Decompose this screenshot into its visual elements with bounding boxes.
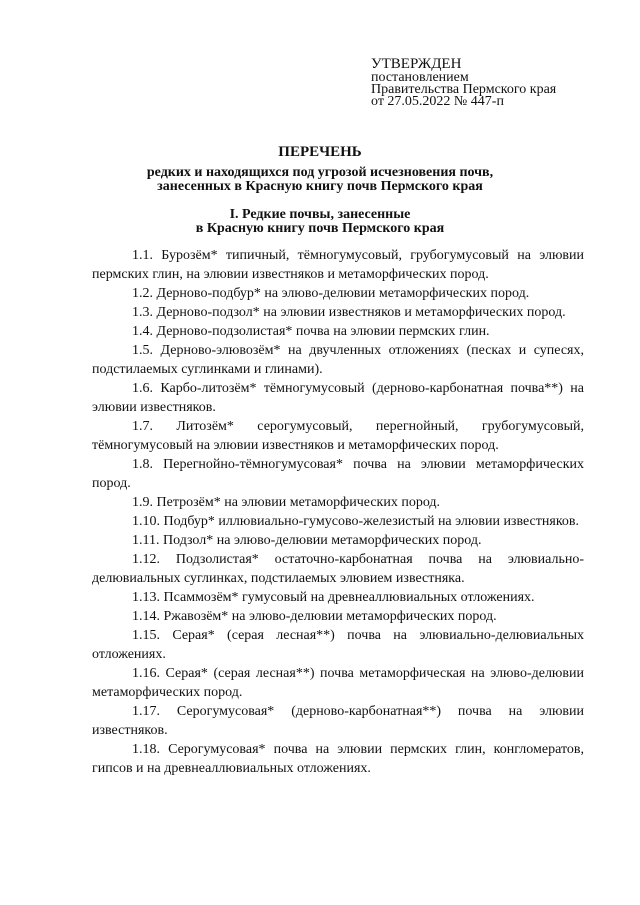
document-title: ПЕРЕЧЕНЬ [278,144,362,160]
list-item: 1.10. Подбур* иллювиально-гумусово-железистый на элювии известняков. [132,514,580,529]
subtitle-line: занесенных в Красную книгу почв Пермского края [157,179,483,194]
approval-line: постановлением [371,70,469,85]
list-item: 1.8. Перегнойно-тёмногумусовая* почва на элювии метаморфических пород. [92,457,584,491]
document-subtitle [0,166,640,194]
list-item: 1.14. Ржавозём* на элюво-делювии метаморфических пород. [132,609,497,624]
list-item: 1.18. Серогумусовая* почва на элювии пермских глин, конгломератов, гипсов и на древнеаллювиальных отложениях. [92,742,584,776]
list-item: 1.16. Серая* (серая лесная**) почва метаморфическая на элюво-делювии метаморфических пород. [92,666,584,700]
approval-line: от 27.05.2022 № 447-п [371,94,504,109]
list-item: 1.3. Дерново-подзол* на элювии известняков и метаморфических пород. [132,305,566,320]
section-heading [0,208,640,236]
list-item: 1.15. Серая* (серая лесная**) почва на элювиально-делювиальных отложениях. [92,628,584,662]
list-item: 1.12. Подзолистая* остаточно-карбонатная почва на элювиально-делювиальных суглинках, подстилаемых элювием известняка. [92,552,584,586]
list-item: 1.17. Серогумусовая* (дерново-карбонатная**) почва на элювии известняков. [92,704,584,738]
section-heading-line: в Красную книгу почв Пермского края [195,221,445,236]
list-item: 1.13. Псаммозём* гумусовый на древнеаллювиальных отложениях. [132,590,535,605]
list-item: 1.6. Карбо-литозём* тёмногумусовый (дерново-карбонатная почва**) на элювии известняков. [92,381,584,415]
soil-list [92,246,584,778]
section-heading-line: I. Редкие почвы, занесенные [229,207,411,222]
list-item: 1.1. Бурозём* типичный, тёмногумусовый, грубогумусовый на элювии пермских глин, на элювии известняков и метаморфических пород. [92,248,584,282]
subtitle-line: редких и находящихся под угрозой исчезновения почв, [146,165,494,180]
list-item: 1.2. Дерново-подбур* на элюво-делювии метаморфических пород. [132,286,530,301]
list-item: 1.4. Дерново-подзолистая* почва на элювии пермских глин. [132,324,490,339]
approval-heading: УТВЕРЖДЕН [371,56,462,72]
approval-line: Правительства Пермского края [371,82,557,97]
list-item: 1.7. Литозём* серогумусовый, перегнойный, грубогумусовый, тёмногумусовый на элювии известняков и метаморфических пород. [92,419,584,453]
list-item: 1.5. Дерново-элювозём* на двучленных отложениях (песках и супесях, подстилаемых суглинками и глинами). [92,343,584,377]
approval-stamp [371,56,611,108]
list-item: 1.11. Подзол* на элюво-делювии метаморфических пород. [132,533,482,548]
list-item: 1.9. Петрозём* на элювии метаморфических пород. [132,495,441,510]
